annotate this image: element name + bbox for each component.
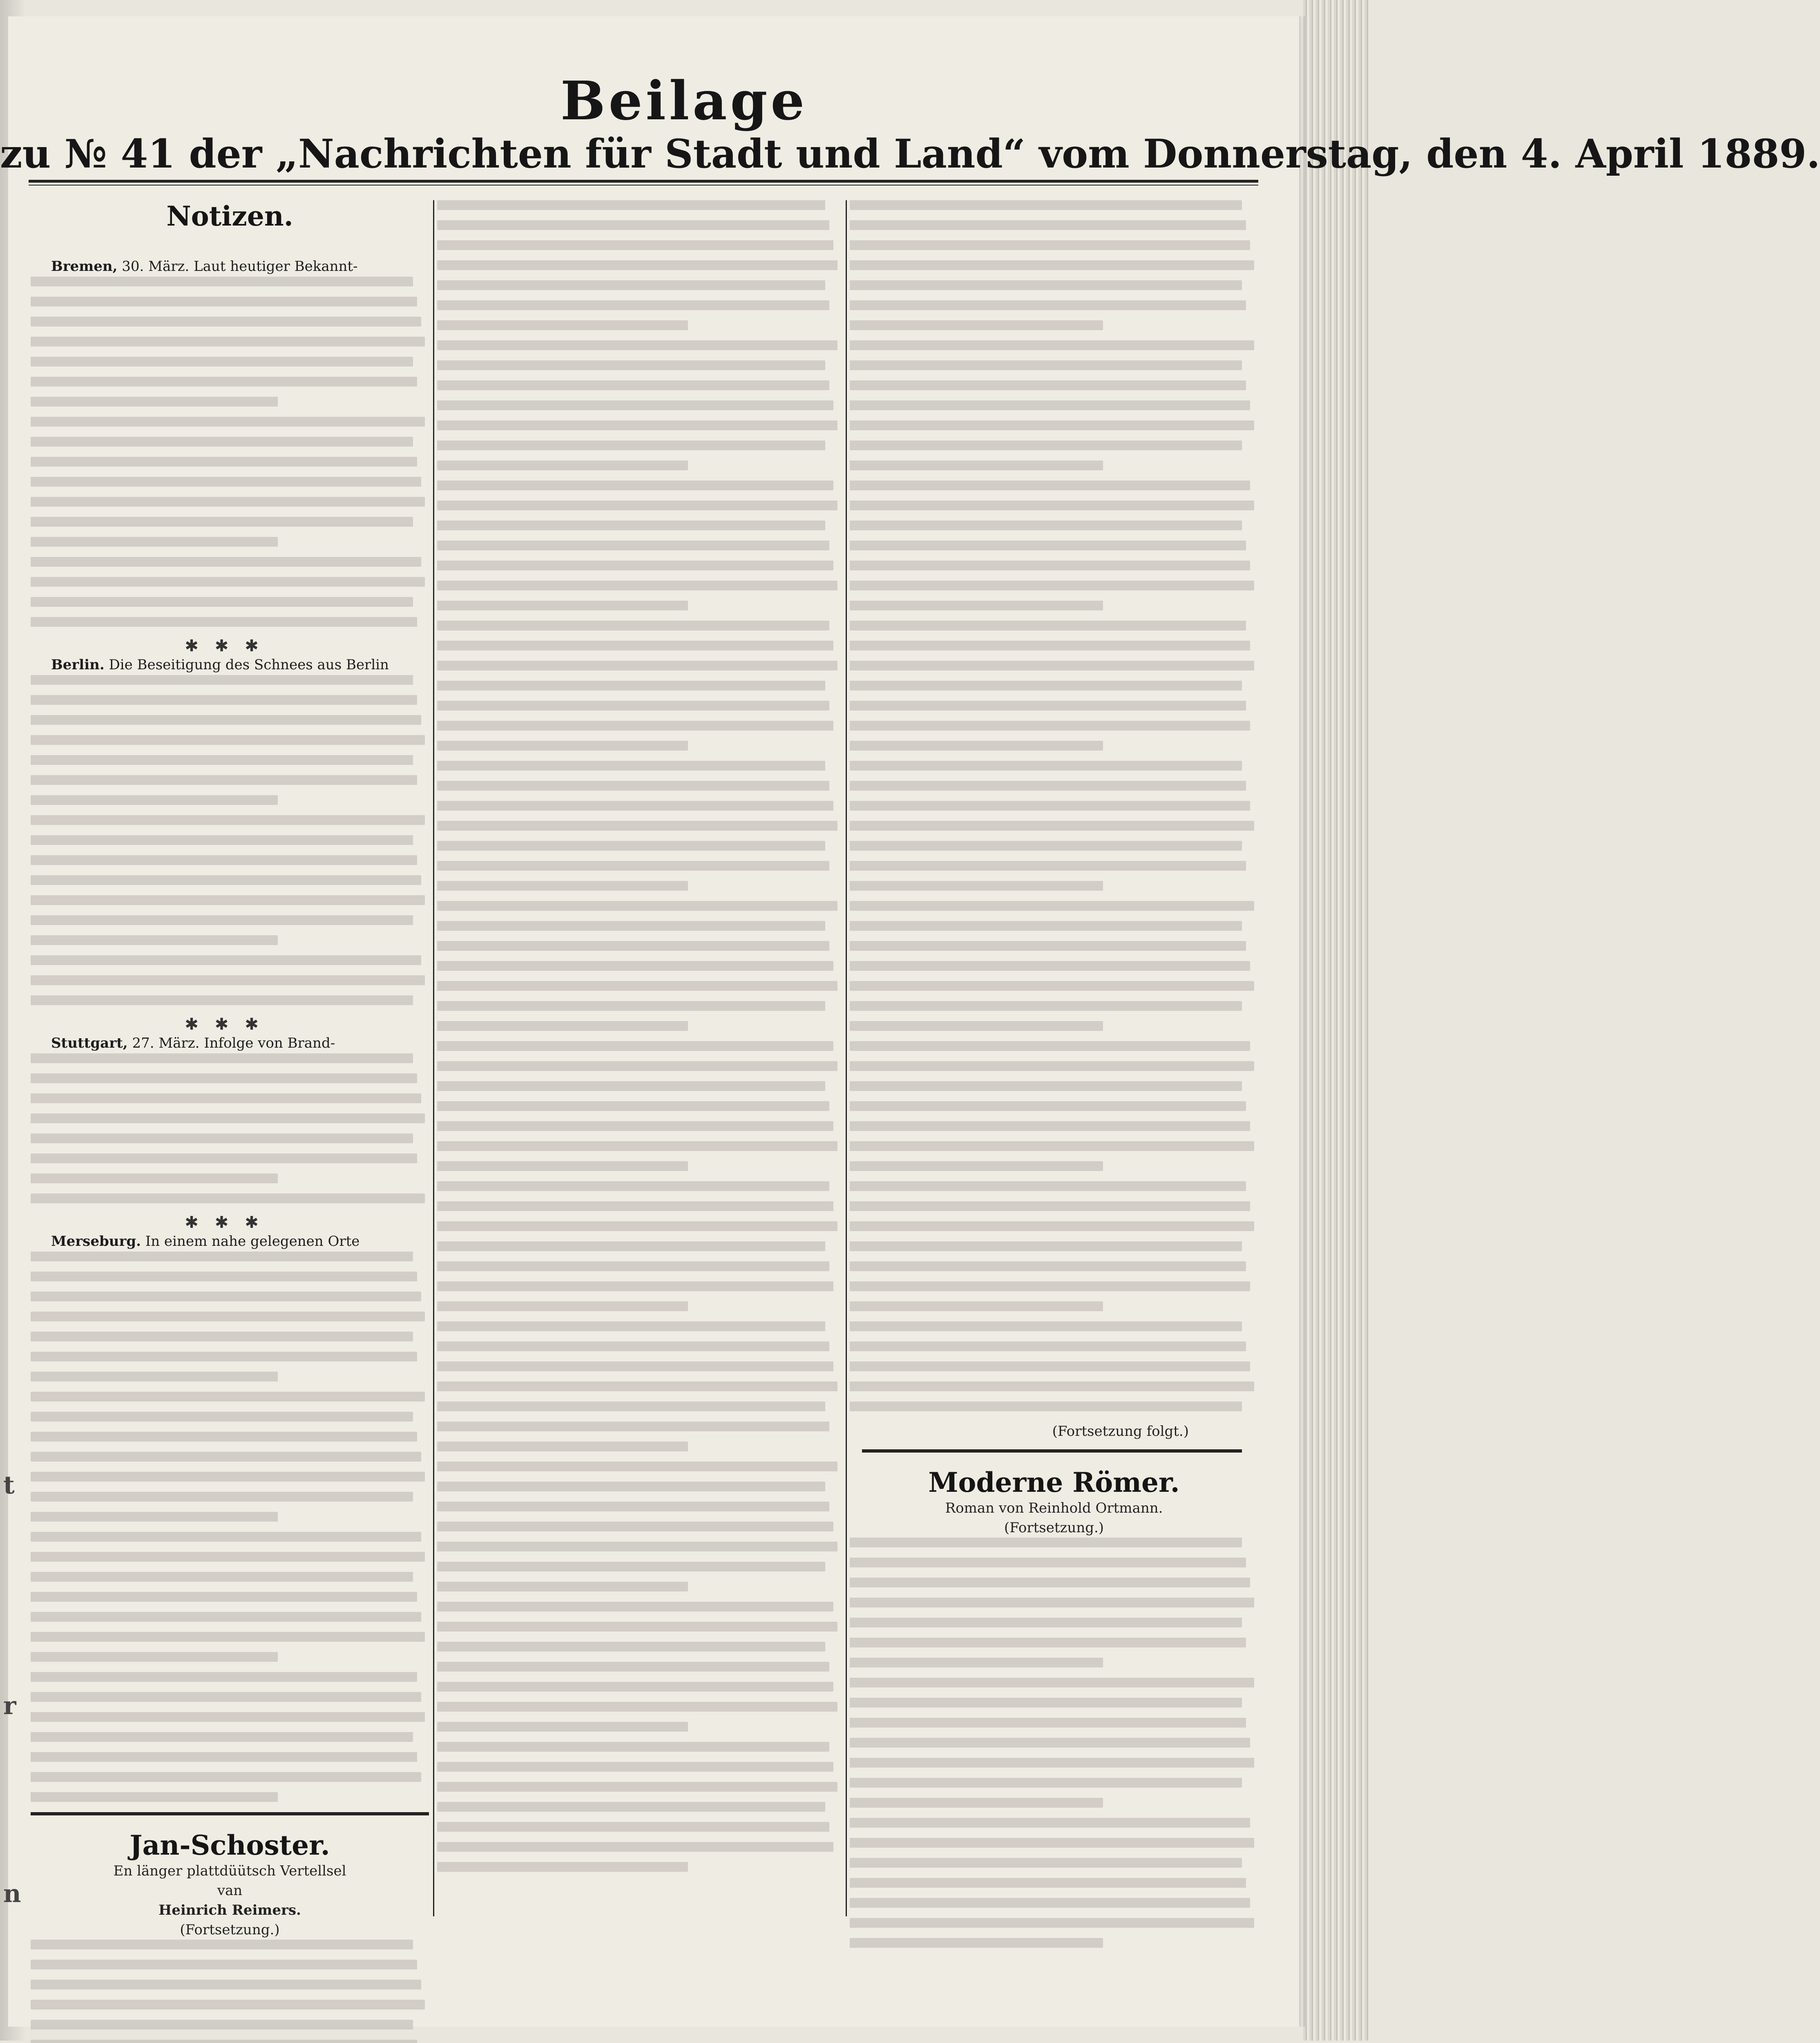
text-line [31,1960,417,1969]
text-block [437,200,842,1872]
text-line [31,377,417,387]
text-line [850,1658,1103,1667]
text-block [31,1252,429,1802]
text-line [850,1381,1254,1391]
text-line [31,1632,425,1642]
article-dateline: Stuttgart, [51,1035,128,1051]
text-line [850,861,1246,871]
story-author: Heinrich Reimers. [159,1902,301,1918]
text-line [437,1442,688,1451]
text-line [437,300,829,310]
text-line [31,715,421,725]
text-line [437,1842,833,1852]
text-line [31,915,413,925]
text-line [850,481,1250,490]
text-line [850,1598,1254,1607]
text-line [850,340,1254,350]
text-line [850,1321,1242,1331]
text-line [31,835,413,845]
masthead-rule [29,180,1258,183]
article-dateline: Berlin. [51,657,105,673]
text-line [850,1558,1246,1567]
text-line [31,1452,421,1462]
text-line [850,1678,1254,1688]
text-line [850,1041,1250,1051]
text-line [437,541,829,550]
text-line [31,1692,421,1702]
separator-stars: ✱✱✱ [185,1213,275,1232]
text-line [437,280,825,290]
text-line [850,681,1242,691]
text-line [850,701,1246,711]
text-line [437,200,825,210]
text-line [437,1582,688,1591]
text-line [850,1838,1254,1848]
text-line [437,1722,688,1732]
article-lead-line [31,1232,429,1252]
text-line [31,1153,417,1163]
text-line [437,921,825,931]
text-line [850,1698,1242,1708]
column-divider [846,200,847,1916]
text-line [437,460,688,470]
text-line [850,1778,1242,1788]
text-line [850,1938,1103,1948]
text-line [31,557,421,567]
text-line [850,501,1254,510]
text-line [437,360,825,370]
text-line [850,1081,1242,1091]
text-line [437,1041,833,1051]
text-line [850,320,1103,330]
text-line [850,721,1250,731]
text-line [31,735,425,745]
text-line [437,240,833,250]
text-line [437,561,833,570]
text-line [31,597,413,607]
text-line [31,975,425,985]
text-line [437,1822,829,1832]
text-line [31,1512,278,1522]
text-line [850,1061,1254,1071]
column-notizen [31,200,429,2043]
text-line [850,1241,1242,1251]
text-block [31,1053,429,1203]
text-line [31,317,421,326]
text-line [437,1401,825,1411]
text-line [437,260,837,270]
text-line [31,1392,425,1401]
text-line [31,1173,278,1183]
article-text: In einem nahe gelegenen Orte [141,1233,360,1249]
text-line [850,1001,1242,1011]
text-line [850,400,1250,410]
text-line [437,420,837,430]
text-line [31,1252,413,1261]
text-line [437,1642,825,1652]
text-block [31,675,429,1005]
text-line [850,841,1242,851]
text-line [850,1341,1246,1351]
text-line [850,541,1246,550]
text-line [850,220,1246,230]
text-line [31,775,417,785]
text-line [31,1712,425,1722]
text-line [850,1301,1103,1311]
text-line [437,581,837,590]
text-line [437,1221,837,1231]
text-line [437,1522,833,1531]
text-line [850,1898,1250,1908]
section-rule [31,1812,429,1815]
text-line [31,1053,413,1063]
text-line [850,1121,1250,1131]
text-line [31,995,413,1005]
text-line [31,875,421,885]
text-line [31,1532,421,1542]
text-line [850,1181,1246,1191]
text-line [437,641,833,650]
to-be-continued: (Fortsetzung folgt.) [1052,1423,1189,1439]
novel-heading: Moderne Römer. [928,1466,1180,1498]
text-line [31,1732,413,1742]
text-line [850,1738,1250,1748]
text-line [437,440,825,450]
text-line [31,795,278,805]
text-line [850,801,1250,811]
text-line [31,297,417,306]
text-line [850,941,1246,951]
text-line [31,1332,413,1341]
text-block [31,1940,429,2043]
text-line [850,561,1250,570]
text-line [437,320,688,330]
text-line [437,701,829,711]
text-line [850,200,1242,210]
text-line [850,1101,1246,1111]
text-line [31,1412,413,1422]
text-line [31,695,417,705]
text-line [850,601,1103,610]
text-line [31,1940,413,1949]
text-line [31,1772,421,1782]
text-line [31,477,421,487]
text-line [437,1602,833,1612]
text-line [850,1361,1250,1371]
text-line [850,921,1242,931]
text-line [437,1241,825,1251]
text-line [437,881,688,891]
text-line [437,1502,829,1511]
text-line [437,380,829,390]
text-line [31,337,425,346]
text-line [850,761,1242,771]
text-line [437,1562,825,1571]
text-line [31,2000,425,2009]
text-line [850,621,1246,630]
text-line [850,280,1242,290]
text-line [437,1321,825,1331]
text-line [850,581,1254,590]
text-line [437,1201,833,1211]
text-line [437,961,833,971]
separator-stars: ✱✱✱ [185,1015,275,1034]
text-block [31,277,429,627]
text-line [437,1081,825,1091]
text-line [31,277,413,286]
text-line [850,981,1254,991]
text-line [31,357,413,367]
text-line [850,741,1103,751]
text-line [437,801,833,811]
section-heading: Notizen. [166,200,293,232]
text-line [437,1422,829,1431]
separator-stars: ✱✱✱ [185,637,275,655]
text-line [31,1194,425,1203]
article-lead-line [31,655,429,675]
text-line [31,617,417,627]
masthead-title: Beilage [560,69,808,132]
text-line [850,661,1254,671]
text-line [31,1133,413,1143]
text-line [850,1021,1103,1031]
text-line [437,661,837,671]
novel-continuation-note: (Fortsetzung.) [1004,1520,1104,1536]
text-line [31,417,425,427]
column-jan-schoster-continued [437,200,842,1882]
column-divider [433,200,434,1916]
text-line [850,961,1250,971]
text-line [850,260,1254,270]
article-lead-line [31,257,429,277]
text-line [437,521,825,530]
text-line [437,681,825,691]
text-line [850,440,1242,450]
text-line [31,577,425,587]
text-block [850,200,1258,1411]
text-line [31,755,413,765]
text-line [850,380,1246,390]
text-line [31,1432,417,1442]
text-line [437,1121,833,1131]
story-subtitle: En länger plattdüütsch Vertellsel [113,1863,346,1879]
text-line [31,517,413,527]
text-line [850,1161,1103,1171]
article-text: 30. März. Laut heutiger Bekannt- [117,258,358,275]
text-line [31,1113,425,1123]
text-block [850,1538,1258,1948]
text-line [437,1341,829,1351]
text-line [437,1682,833,1692]
text-line [850,1538,1242,1547]
text-line [31,1292,421,1301]
text-line [437,1662,829,1672]
text-line [31,955,421,965]
text-line [850,1141,1254,1151]
section-rule [862,1449,1242,1453]
novel-byline: Roman von Reinhold Ortmann. [945,1500,1163,1516]
text-line [437,1181,829,1191]
text-line [850,1201,1250,1211]
margin-letter: r [3,1692,16,1720]
text-line [31,437,413,447]
text-line [31,1552,425,1562]
text-line [437,1622,837,1632]
story-byline-van: van [217,1882,243,1899]
page-edges [1303,0,1368,2041]
text-line [850,420,1254,430]
text-line [31,1652,278,1662]
text-line [850,821,1254,831]
story-continuation-note: (Fortsetzung.) [180,1922,280,1938]
text-line [437,400,833,410]
text-line [850,1758,1254,1768]
text-line [31,1752,417,1762]
text-line [850,1818,1250,1828]
text-line [31,457,417,467]
text-line [31,1372,278,1381]
text-line [850,1221,1254,1231]
text-line [31,1612,421,1622]
text-line [437,1141,837,1151]
text-line [850,1261,1246,1271]
text-line [437,841,825,851]
text-line [437,1742,829,1752]
text-line [437,501,837,510]
text-line [437,1762,833,1772]
text-line [850,781,1246,791]
text-line [850,1718,1246,1728]
text-line [437,1101,829,1111]
text-line [437,1802,825,1812]
text-line [437,1001,825,1011]
text-line [850,521,1242,530]
text-line [850,881,1103,891]
text-line [31,397,278,407]
text-line [31,1073,417,1083]
text-line [437,621,829,630]
article-text: 27. März. Infolge von Brand- [127,1035,335,1051]
text-line [437,481,833,490]
text-line [437,1061,837,1071]
text-line [31,815,425,825]
text-line [850,240,1250,250]
text-line [437,781,829,791]
text-line [437,941,829,951]
text-line [31,1492,413,1502]
text-line [31,1672,417,1682]
text-line [850,460,1103,470]
text-line [437,901,837,911]
text-line [437,761,825,771]
article-dateline: Merseburg. [51,1233,141,1249]
text-line [437,1261,829,1271]
text-line [437,1862,688,1872]
text-line [31,2020,413,2030]
text-line [850,1798,1103,1808]
text-line [31,1980,421,1989]
text-line [850,1618,1242,1627]
text-line [437,1482,825,1491]
text-line [437,981,837,991]
text-line [437,1782,837,1792]
text-line [31,1093,421,1103]
text-line [31,1312,425,1321]
text-line [437,1361,833,1371]
masthead-rule-thin [29,185,1258,186]
text-line [437,1381,837,1391]
text-line [850,1918,1254,1928]
text-line [31,675,413,685]
margin-letter: t [3,1471,15,1500]
text-line [31,1792,278,1802]
text-line [31,497,425,507]
text-line [850,1878,1246,1888]
text-line [437,1462,837,1471]
text-line [850,1638,1246,1647]
text-line [31,1352,417,1361]
article-lead-line [31,1033,429,1053]
text-line [437,861,829,871]
text-line [31,935,278,945]
text-line [31,1572,413,1582]
text-line [31,855,417,865]
text-line [850,300,1246,310]
text-line [850,641,1250,650]
margin-letter: n [3,1880,21,1908]
text-line [437,1161,688,1171]
article-dateline: Bremen, [51,258,118,275]
text-line [437,1281,833,1291]
text-line [31,895,425,905]
story-heading: Jan-Schoster. [130,1829,330,1861]
text-line [31,1592,417,1602]
text-line [437,340,837,350]
column-story-and-novel [850,200,1258,1958]
text-line [437,1021,688,1031]
text-line [31,537,278,547]
text-line [437,1702,837,1712]
text-line [437,220,829,230]
text-line [850,1858,1242,1868]
article-text: Die Beseitigung des Schnees aus Berlin [104,657,389,673]
text-line [850,1281,1250,1291]
text-line [31,1272,417,1281]
text-line [850,901,1254,911]
text-line [437,1301,688,1311]
text-line [437,601,688,610]
text-line [437,741,688,751]
text-line [850,1401,1242,1411]
text-line [31,1472,425,1482]
masthead-subtitle: zu № 41 der „Nachrichten für Stadt und Land“ vom Donnerstag, den 4. April 1889. [0,131,1820,177]
text-line [437,821,837,831]
text-line [850,1578,1250,1587]
text-line [437,721,833,731]
text-line [850,360,1242,370]
text-line [31,2040,417,2043]
text-line [437,1542,837,1551]
